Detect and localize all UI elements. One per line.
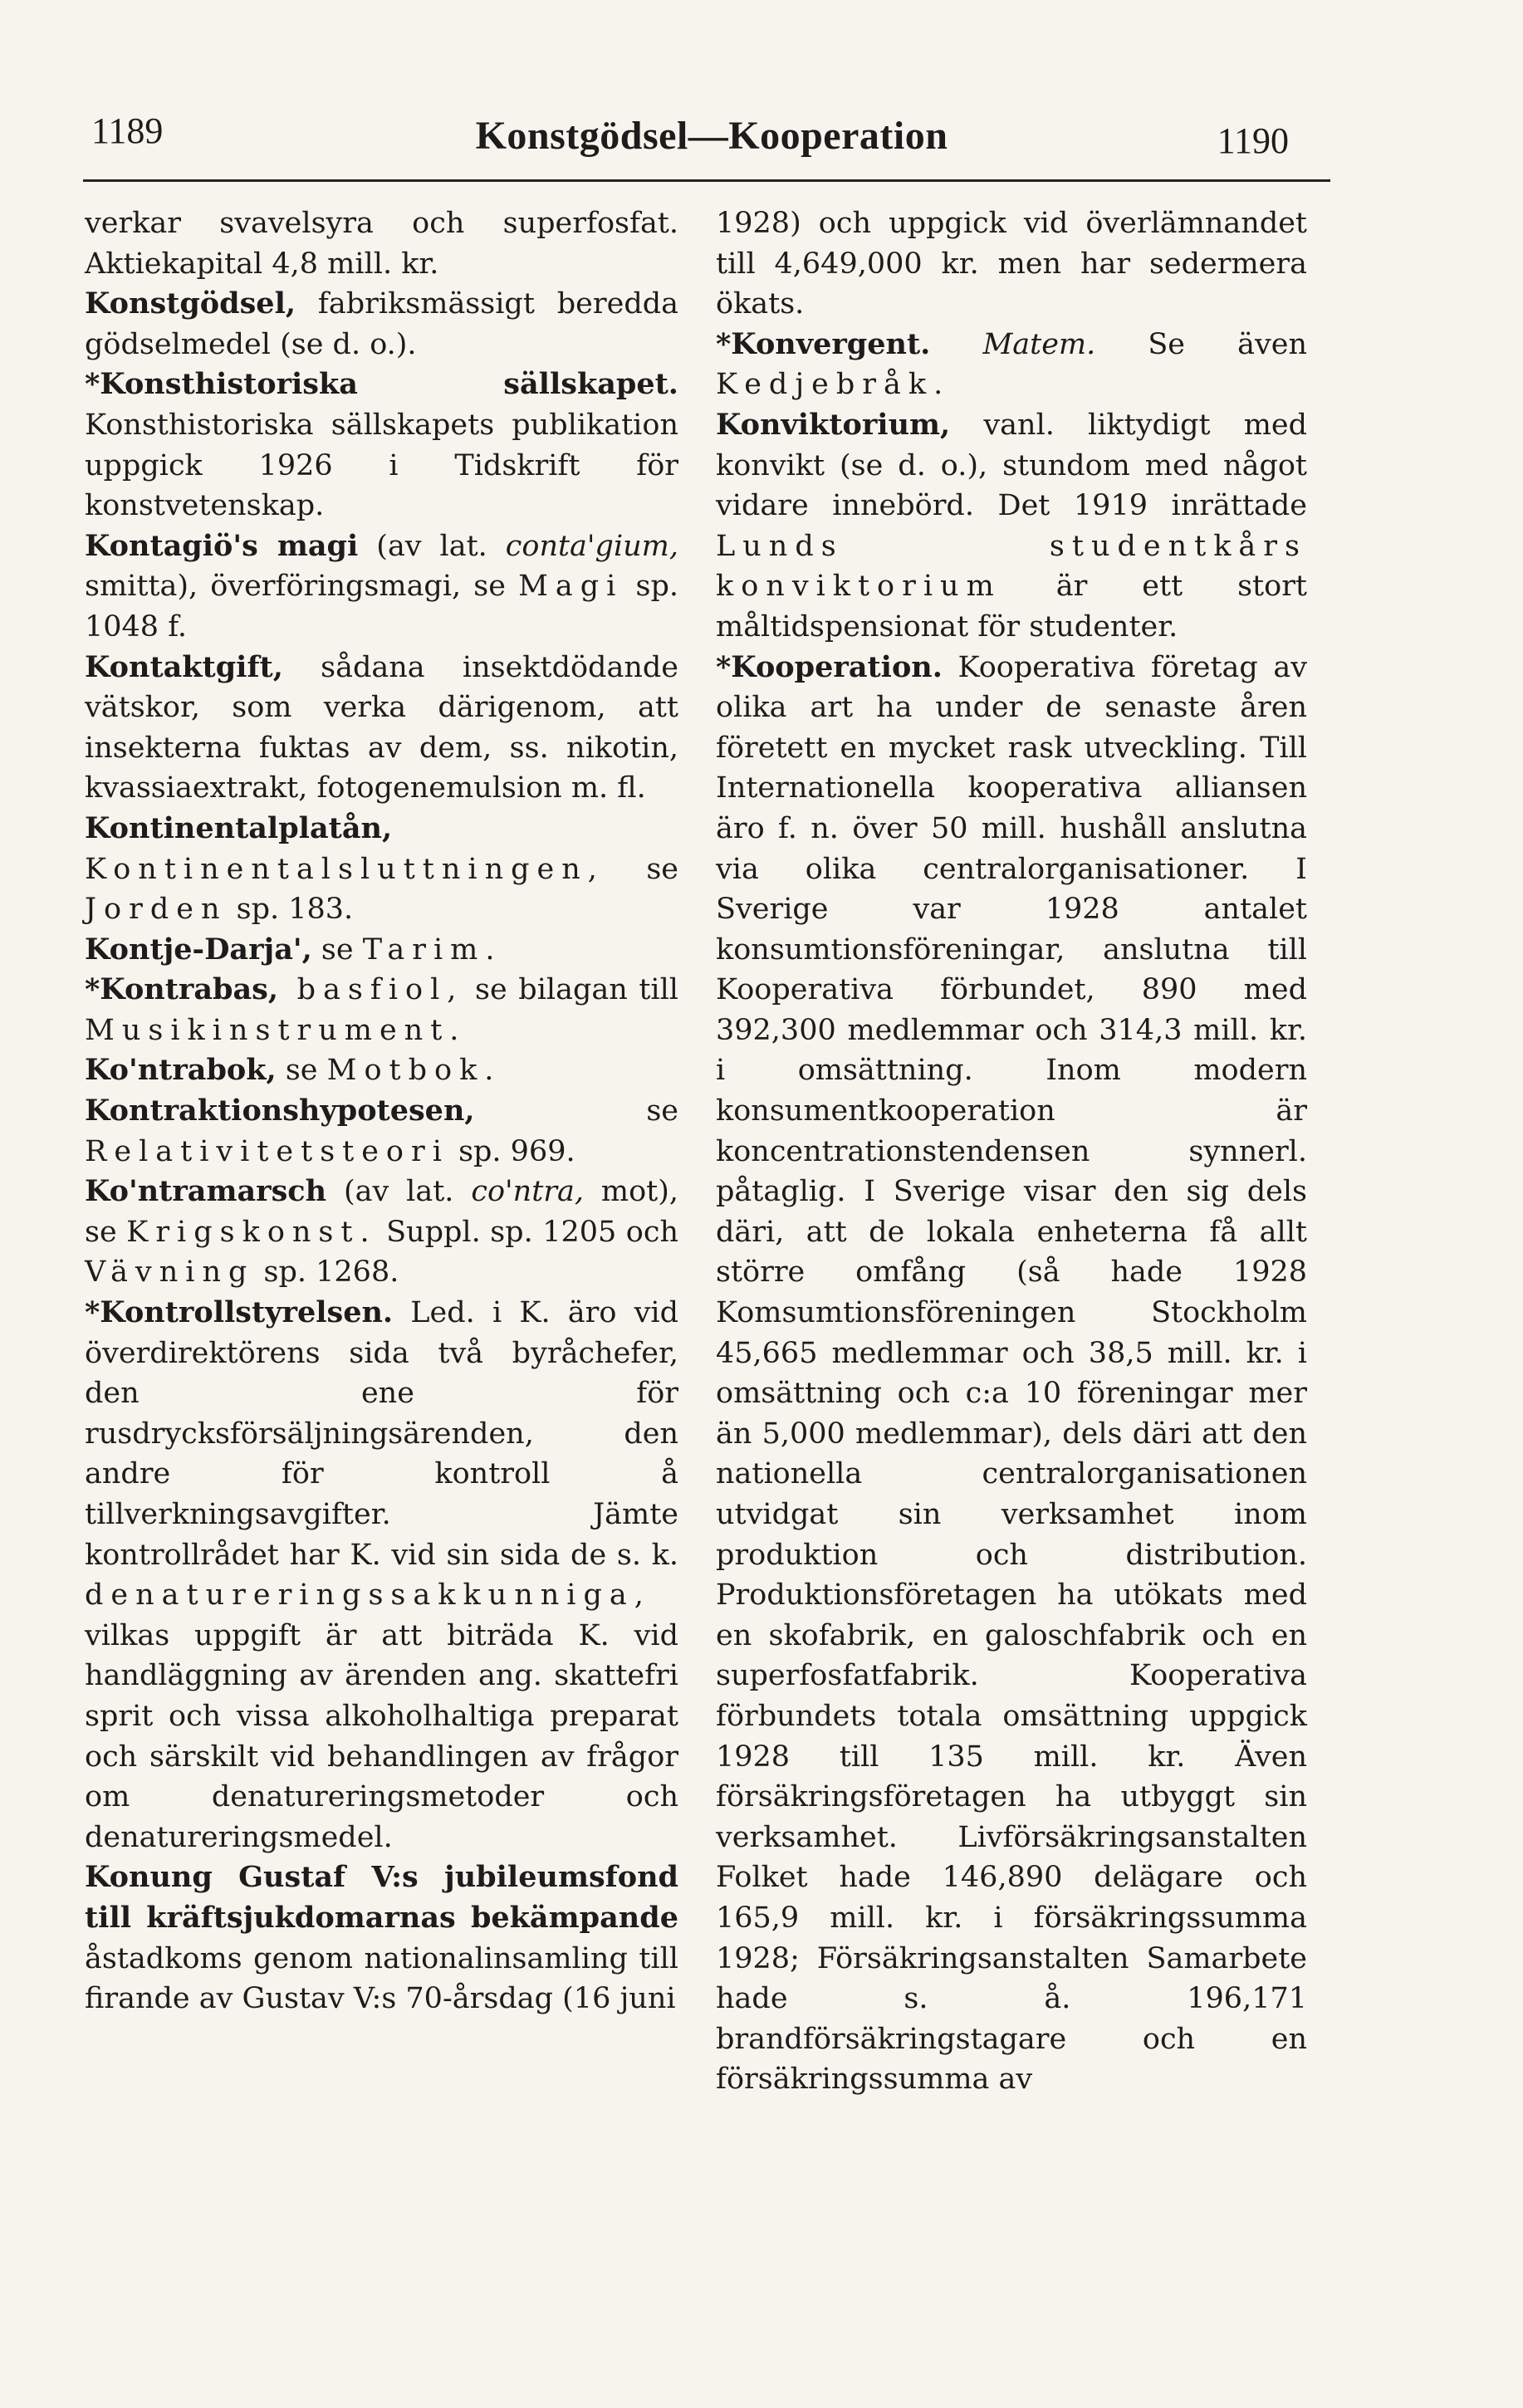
entry-text: är ett stort måltidspensionat för studenter.: [716, 570, 1307, 644]
entry-headword: Konstgödsel,: [85, 286, 296, 321]
cross-reference: Magi: [518, 570, 624, 604]
cross-reference: Lunds studentkårs konviktorium: [716, 529, 1307, 604]
cross-reference: Krigskonst.: [126, 1215, 377, 1249]
entry-text: fabriksmässigt beredda gödselmedel (se d. o.).: [85, 287, 678, 361]
entry-konviktorium: [716, 405, 1307, 648]
entry-text: se: [311, 932, 363, 967]
entry-headword: Konung Gustaf V:s jubileumsfond till kräftsjukdomarnas bekämpande: [85, 1860, 678, 1935]
cross-reference: Tarim.: [362, 932, 502, 967]
entry-text: sådana insektdödande vätskor, som verka därigenom, att insekterna fuktas av dem, ss. nikotin, kvassiaextrakt, fotogenemulsion m. fl.: [85, 650, 678, 805]
entry-text: Suppl. sp. 1205 och: [376, 1215, 678, 1249]
entry-konvergent: [716, 325, 1307, 405]
cross-reference: Kedjebråk.: [716, 368, 951, 402]
running-title: Konstgödsel—Kooperation: [475, 114, 948, 158]
entry-text: sp. 183.: [227, 893, 354, 927]
entry-text: vanl. liktydigt med konvikt (se d. o.), stundom med något vidare innebörd. Det 1919 inrättade: [716, 408, 1307, 523]
entry-text: verkar svavelsyra och superfosfat. Aktiekapital 4,8 mill. kr.: [85, 207, 678, 281]
entry-kooperation: [716, 648, 1307, 2100]
cross-reference: denatureringssakkunniga,: [85, 1578, 651, 1613]
entry-italic: co'ntra,: [471, 1175, 584, 1209]
entry-headword: Kontaktgift,: [85, 649, 283, 684]
right-column: [716, 203, 1307, 2100]
entry-text: sp. 1048 f.: [85, 570, 678, 644]
entry-kontrollstyrelsen: [85, 1293, 678, 1857]
entry-text: vilkas uppgift är att biträda K. vid handläggning av ärenden ang. skattefri sprit och vissa alkoholhaltiga preparat och särskilt vid behandlingen av frågor om denatureringsmetoder och denatureringsmedel.: [85, 1618, 678, 1854]
page-number-left: 1189: [91, 110, 164, 151]
entry-text: se: [604, 852, 678, 886]
entry-jubileumsfond: [85, 1857, 678, 2019]
entry-headword: Konviktorium,: [716, 407, 951, 442]
entry-continuation: [85, 203, 678, 284]
entry-headword: Kontje-Darja',: [85, 932, 312, 967]
entry-kontrabas: [85, 970, 678, 1050]
entry-text: Se även: [1095, 327, 1307, 361]
entry-konsthistoriska: [85, 365, 678, 526]
entry-text: Led. i K. äro vid överdirektörens sida två byråchefer, den ene för rusdrycksförsäljningsärenden, den andre för kontroll å tillverkningsavgifter. Jämte kontrollrådet har K. vid sin sida de s. k.: [85, 1296, 678, 1572]
entry-headword: *Konvergent.: [716, 326, 931, 361]
entry-text: se bilagan till: [463, 973, 678, 1007]
entry-text: mot), se: [85, 1175, 679, 1249]
entry-kontaktgift: [85, 648, 678, 809]
entry-headword: Ko'ntramarsch: [85, 1174, 327, 1209]
entry-headword: *Kontrollstyrelsen.: [85, 1295, 394, 1330]
entry-italic: conta'gium,: [505, 529, 678, 563]
entry-text: se: [474, 1094, 678, 1128]
entry-kontramarsch: [85, 1172, 678, 1293]
entry-kontagios-magi: [85, 526, 678, 648]
entry-headword: *Kooperation.: [716, 649, 943, 684]
entry-text: Kooperativa företag av olika art ha under de senaste åren företett en mycket rask utveckling. Till Internationella kooperativa alliansen äro f. n. över 50 mill. hushåll anslutna via olika centralorganisationer. I Sverige var 1928 antalet konsumtionsföreningar, anslutna till Kooperativa förbundet, 890 med 392,300 medlemmar och 314,3 mill. kr. i omsättning. Inom modern konsumentkooperation är koncentrationstendensen synnerl. påtaglig. I Sverige visar den sig dels däri, att de lokala enheterna få allt större omfång (så hade 1928 Komsumtionsföreningen Stockholm 45,665 medlemmar och 38,5 mill. kr. i omsättning och c:a 10 föreningar mer än 5,000 medlemmar), dels däri att den nationella centralorganisationen utvidgat sin verksamhet inom produktion och distribution. Produktionsföretagen ha utökats med en skofabrik, en galoschfabrik och en superfosfatfabrik. Kooperativa förbundets totala omsättning uppgick 1928 till 135 mill. kr. Även försäkringsföretagen ha utbyggt sin verksamhet. Livförsäkringsanstalten Folket hade 146,890 delägare och 165,9 mill. kr. i försäkringssumma 1928; Försäkringsanstalten Samarbete hade s. å. 196,171 brandförsäkringstagare och en försäkringssumma av: [716, 650, 1307, 2097]
entry-headword: *Kontrabas,: [85, 972, 279, 1007]
entry-text: se: [276, 1054, 327, 1088]
entry-kontraktionshypotesen: [85, 1091, 678, 1172]
entry-headword: Kontagiö's magi: [85, 528, 359, 563]
header-rule: [83, 179, 1330, 182]
entry-text: (av lat.: [326, 1175, 472, 1209]
entry-text: 1928) och uppgick vid överlämnandet till 4,649,000 kr. men har sedermera ökats.: [716, 207, 1307, 321]
entry-kontinentalplatan: [85, 809, 678, 930]
entry-konstgodsel: [85, 284, 678, 365]
cross-reference: basfiol,: [278, 973, 464, 1007]
entry-italic: Matem.: [982, 327, 1096, 361]
entry-text: [930, 328, 982, 361]
cross-reference: Relativitetsteori: [85, 1134, 449, 1168]
entry-headword: Kontinentalplatån,: [85, 810, 393, 845]
entry-kontje-darja: [85, 930, 678, 971]
entry-headword: Kontraktionshypotesen,: [85, 1094, 475, 1128]
entry-text: (av lat.: [358, 529, 506, 563]
left-column: [85, 203, 678, 2019]
page-header: [83, 83, 1340, 174]
entry-kontrabok: [85, 1050, 678, 1091]
cross-reference: Motbok.: [326, 1054, 502, 1088]
cross-reference: Kontinentalsluttningen,: [85, 852, 605, 886]
entry-text: Konsthistoriska sällskapets publikation uppgick 1926 i Tidskrift för konstvetenskap.: [85, 408, 678, 523]
cross-reference: Musikinstrument.: [85, 1013, 467, 1047]
entry-continuation: [716, 203, 1307, 325]
cross-reference: Jorden: [85, 893, 228, 927]
entry-text: sp. 1268.: [254, 1255, 399, 1290]
entry-text: smitta), överföringsmagi, se: [85, 570, 519, 604]
cross-reference: Vävning: [85, 1255, 255, 1290]
page-number-right: 1190: [1217, 120, 1289, 161]
entry-text: åstadkoms genom nationalinsamling till firande av Gustav V:s 70-årsdag (16 juni: [85, 1941, 678, 2016]
entry-headword: Ko'ntrabok,: [85, 1053, 277, 1088]
entry-text: sp. 969.: [448, 1134, 575, 1168]
entry-headword: *Konsthistoriska sällskapet.: [85, 367, 678, 402]
